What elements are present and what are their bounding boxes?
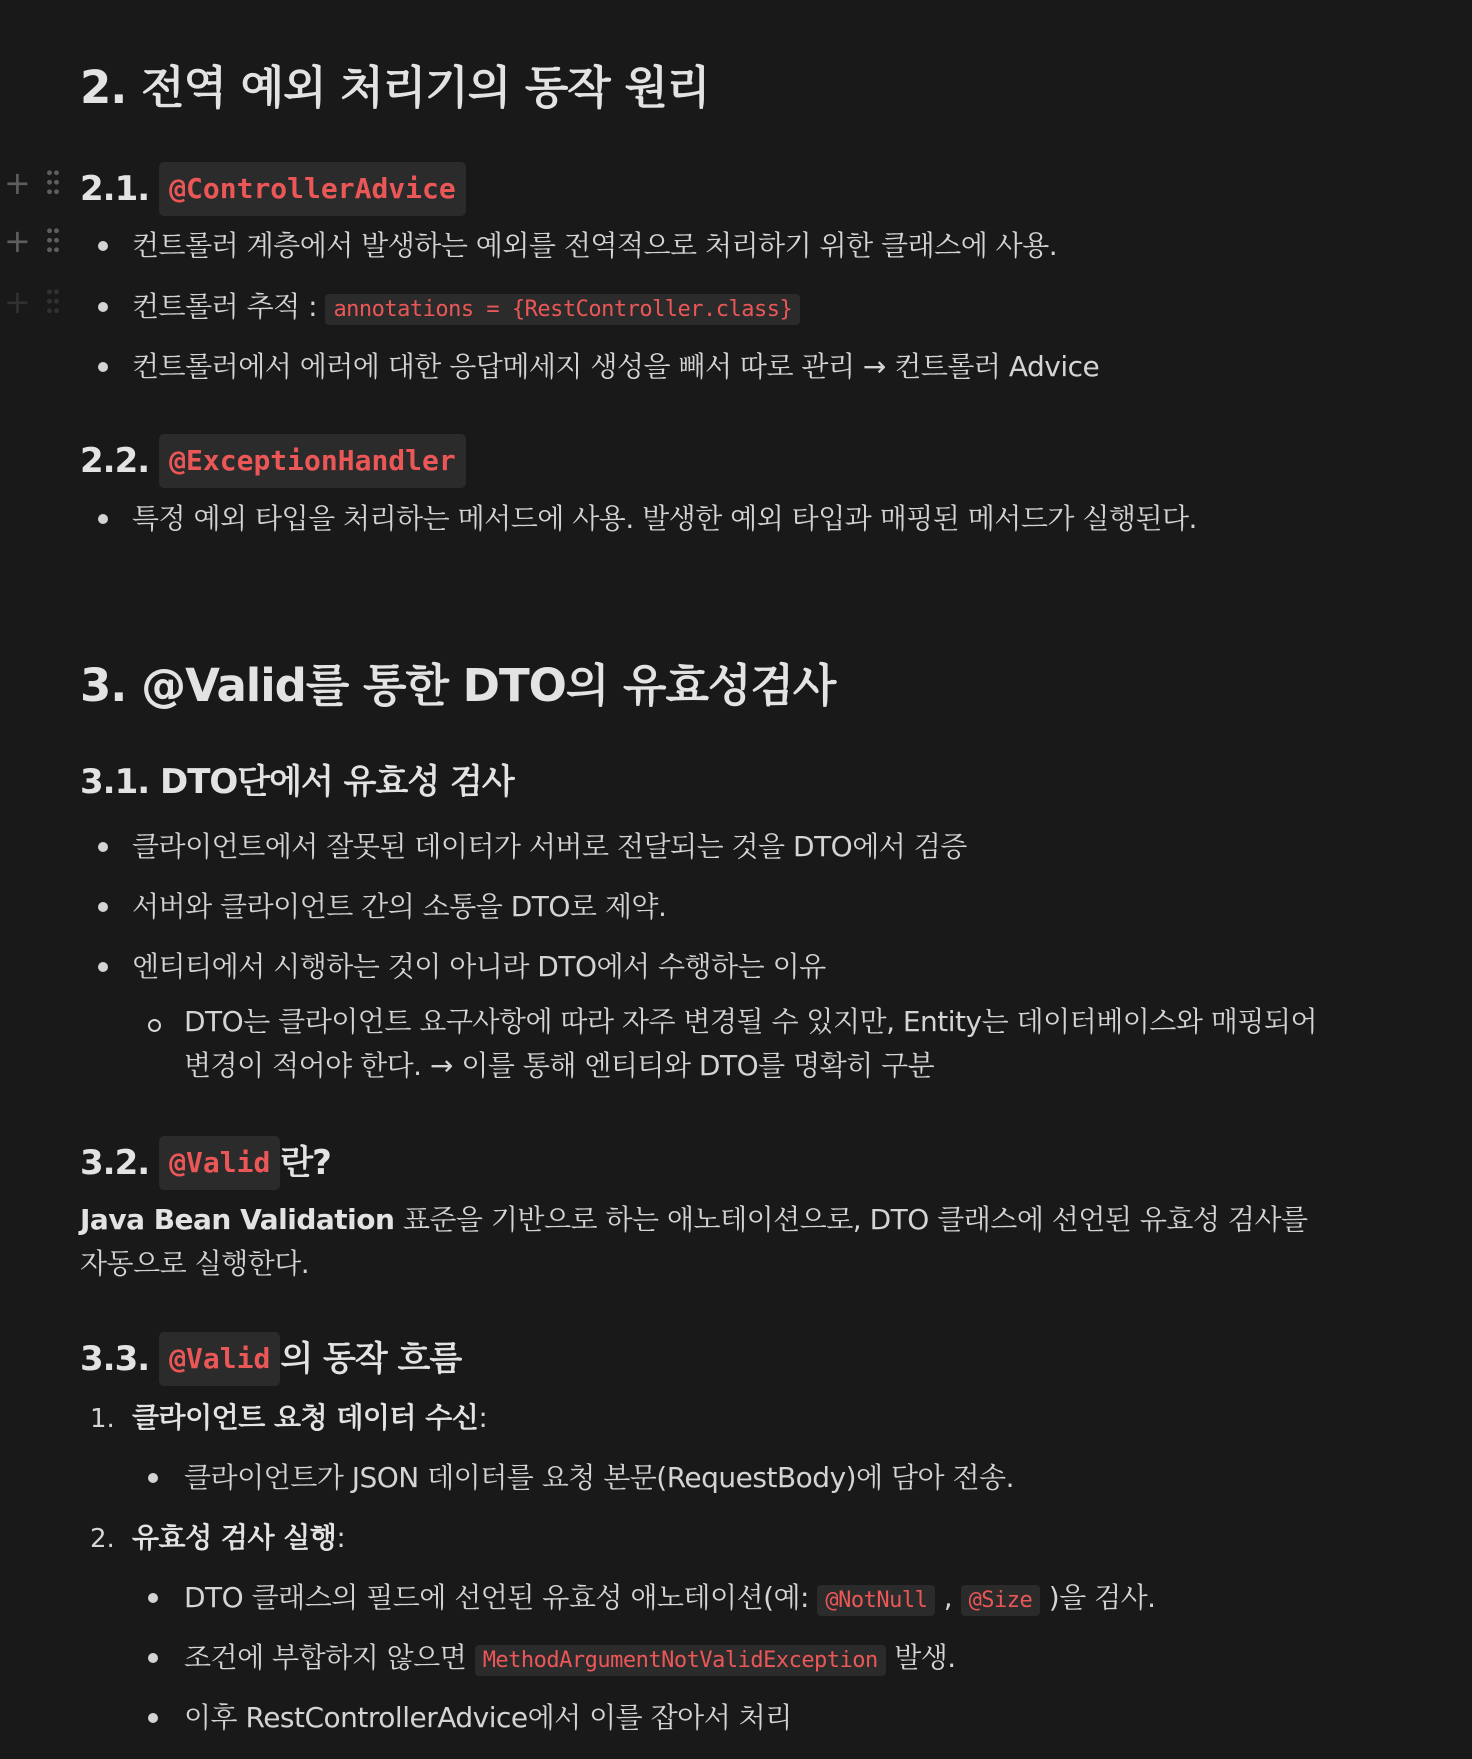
list-item: 엔티티에서 시행하는 것이 아니라 DTO에서 수행하는 이유 xyxy=(132,950,826,983)
list-item xyxy=(184,1576,1156,1623)
list-item: 클라이언트에서 잘못된 데이터가 서버로 전달되는 것을 DTO에서 검증 xyxy=(132,830,967,863)
section-3-heading: 3. @Valid를 통한 DTO의 유효성검사 xyxy=(80,659,836,712)
heading-3-2 xyxy=(80,1136,331,1190)
inline-code: @NotNull xyxy=(817,1585,935,1616)
drag-handle-icon[interactable] xyxy=(46,226,60,254)
drag-handle-icon[interactable] xyxy=(46,168,60,196)
inline-code: @Valid xyxy=(159,1136,280,1190)
list-item xyxy=(184,1636,956,1683)
item-colon: : xyxy=(336,1521,346,1554)
list-item: 컨트롤러에서 에러에 대한 응답메세지 생성을 빼서 따로 관리 → 컨트롤러 Advice xyxy=(132,350,1100,383)
inline-code: MethodArgumentNotValidException xyxy=(475,1645,886,1676)
add-block-icon[interactable]: + xyxy=(4,283,31,321)
bullet-icon xyxy=(148,1473,158,1483)
bold-text: 클라이언트 요청 데이터 수신 xyxy=(132,1401,479,1434)
heading-2-2 xyxy=(80,434,466,488)
numbered-item xyxy=(132,1516,345,1560)
separator-text: , xyxy=(935,1581,961,1614)
heading-number: 2.1. xyxy=(80,169,150,209)
add-block-icon[interactable]: + xyxy=(4,222,31,260)
inline-code: @ControllerAdvice xyxy=(159,162,466,216)
list-item: 클라이언트가 JSON 데이터를 요청 본문(RequestBody)에 담아 전송. xyxy=(184,1461,1014,1494)
item-colon: : xyxy=(478,1401,488,1434)
bullet-icon xyxy=(148,1653,158,1663)
list-item: 컨트롤러 계층에서 발생하는 예외를 전역적으로 처리하기 위한 클래스에 사용. xyxy=(132,229,1058,262)
numbered-item xyxy=(132,1396,487,1440)
bullet-icon xyxy=(98,302,108,312)
heading-2-1 xyxy=(80,162,466,216)
section-2-heading: 2. 전역 예외 처리기의 동작 원리 xyxy=(80,61,710,114)
block-handle-1[interactable] xyxy=(0,164,70,204)
sub-bullet-icon xyxy=(148,1019,161,1032)
heading-3-1: 3.1. DTO단에서 유효성 검사 xyxy=(80,762,514,802)
list-item-text: 컨트롤러 추적 : xyxy=(132,290,326,323)
list-item: 서버와 클라이언트 간의 소통을 DTO로 제약. xyxy=(132,890,667,923)
paragraph xyxy=(80,1198,1330,1286)
add-block-icon[interactable]: + xyxy=(4,164,31,202)
list-number: 1. xyxy=(90,1404,115,1434)
bullet-icon xyxy=(98,514,108,524)
list-item: 특정 예외 타입을 처리하는 메서드에 사용. 발생한 예외 타입과 매핑된 메서드가 실행된다. xyxy=(132,502,1197,535)
heading-number: 3.2. xyxy=(80,1143,150,1183)
bullet-icon xyxy=(98,362,108,372)
inline-code: annotations = {RestController.class} xyxy=(325,294,800,325)
bold-text: Java Bean Validation xyxy=(80,1203,395,1236)
list-number: 2. xyxy=(90,1524,115,1554)
list-item-text: DTO 클래스의 필드에 선언된 유효성 애노테이션(예: xyxy=(184,1581,818,1614)
heading-number: 3.3. xyxy=(80,1339,150,1379)
heading-3-3 xyxy=(80,1332,461,1386)
bullet-icon xyxy=(148,1713,158,1723)
list-item xyxy=(132,285,800,332)
block-handle-3[interactable] xyxy=(0,283,70,323)
list-item-text: 조건에 부합하지 않으면 xyxy=(184,1641,475,1674)
bullet-icon xyxy=(98,842,108,852)
bullet-icon xyxy=(98,962,108,972)
list-item: 이후 RestControllerAdvice에서 이를 잡아서 처리 xyxy=(184,1701,792,1734)
list-item-text: )을 검사. xyxy=(1040,1581,1156,1614)
heading-suffix: 의 동작 흐름 xyxy=(280,1339,462,1379)
paragraph-text: 표준을 기반으로 하는 애노테이션으로, DTO 클래스에 선언된 유효성 검사를 자동으로 실행한다. xyxy=(80,1203,1308,1280)
block-handle-2[interactable] xyxy=(0,222,70,262)
inline-code: @ExceptionHandler xyxy=(159,434,466,488)
list-item-text: 발생. xyxy=(885,1641,956,1674)
inline-code: @Valid xyxy=(159,1332,280,1386)
bullet-icon xyxy=(98,241,108,251)
bullet-icon xyxy=(148,1593,158,1603)
drag-handle-icon[interactable] xyxy=(46,287,60,315)
bullet-icon xyxy=(98,902,108,912)
bold-text: 유효성 검사 실행 xyxy=(132,1521,337,1554)
heading-number: 2.2. xyxy=(80,441,150,481)
heading-suffix: 란? xyxy=(280,1143,331,1183)
sub-list-item: DTO는 클라이언트 요구사항에 따라 자주 변경될 수 있지만, Entity는 데이터베이스와 매핑되어 변경이 적어야 한다. → 이를 통해 엔티티와 DTO를 명확히 구분 xyxy=(184,1005,1317,1082)
inline-code: @Size xyxy=(961,1585,1041,1616)
